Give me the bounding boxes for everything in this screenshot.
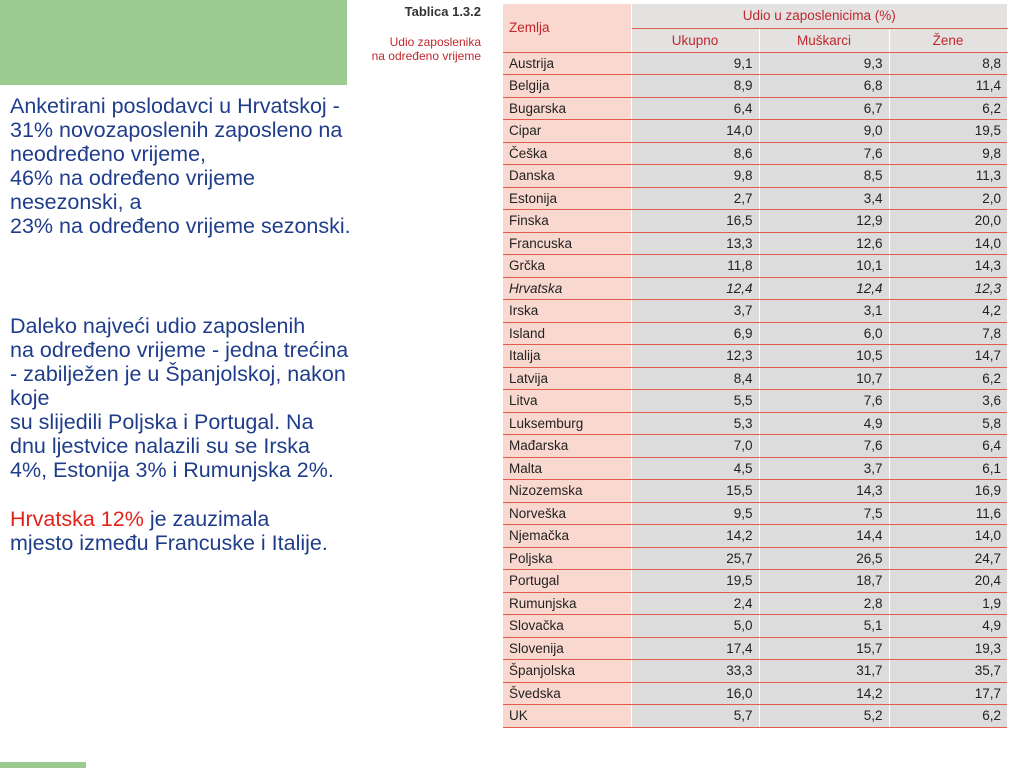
cell-total: 8,4 [631,367,759,390]
cell-total: 2,4 [631,592,759,615]
paragraph-survey [10,94,492,238]
cell-women: 24,7 [889,547,1007,570]
cell-total: 19,5 [631,570,759,593]
cell-men: 5,2 [759,705,889,728]
body-text [10,94,492,555]
cell-women: 17,7 [889,682,1007,705]
text-line: mjesto između Francuske i Italije. [10,531,328,555]
table-row [503,345,1007,368]
cell-country: Bugarska [503,97,631,120]
text-line: neodređeno vrijeme, [10,142,207,166]
cell-country: UK [503,705,631,728]
text-line: na određeno vrijeme - jedna trećina [10,338,349,362]
text-line: 31% novozaposlenih zaposleno na [10,118,343,142]
cell-women: 7,8 [889,322,1007,345]
cell-men: 4,9 [759,412,889,435]
cell-men: 8,5 [759,165,889,188]
cell-country: Grčka [503,255,631,278]
column-header-men: Muškarci [759,28,889,52]
table-row [503,52,1007,75]
decorative-green-strip [0,762,86,768]
table-row [503,412,1007,435]
text-line: Anketirani poslodavci u Hrvatskoj - [10,94,340,118]
cell-men: 7,6 [759,390,889,413]
column-header-women: Žene [889,28,1007,52]
text-line: 4%, Estonija 3% i Rumunjska 2%. [10,458,334,482]
cell-total: 4,5 [631,457,759,480]
cell-men: 18,7 [759,570,889,593]
table-row [503,210,1007,233]
table-body [503,52,1007,727]
cell-country: Island [503,322,631,345]
cell-women: 1,9 [889,592,1007,615]
table-row [503,367,1007,390]
cell-men: 10,5 [759,345,889,368]
cell-country: Češka [503,142,631,165]
cell-men: 7,6 [759,142,889,165]
cell-men: 3,7 [759,457,889,480]
table-title-line-2: na određeno vrijeme [371,49,481,63]
cell-country: Francuska [503,232,631,255]
cell-men: 14,2 [759,682,889,705]
cell-total: 7,0 [631,435,759,458]
cell-total: 9,1 [631,52,759,75]
table-row [503,480,1007,503]
cell-men: 7,5 [759,502,889,525]
cell-men: 9,3 [759,52,889,75]
cell-women: 6,2 [889,97,1007,120]
cell-country: Austrija [503,52,631,75]
cell-women: 6,4 [889,435,1007,458]
cell-country: Cipar [503,120,631,143]
table-row [503,592,1007,615]
table-row [503,547,1007,570]
cell-country: Estonija [503,187,631,210]
column-header-total: Ukupno [631,28,759,52]
cell-women: 3,6 [889,390,1007,413]
cell-women: 14,7 [889,345,1007,368]
cell-country: Norveška [503,502,631,525]
cell-country: Slovenija [503,637,631,660]
cell-country: Švedska [503,682,631,705]
cell-women: 4,2 [889,300,1007,323]
cell-country: Litva [503,390,631,413]
decorative-green-block [0,0,347,85]
cell-country: Irska [503,300,631,323]
table-row [503,277,1007,300]
cell-total: 13,3 [631,232,759,255]
cell-women: 6,2 [889,367,1007,390]
cell-women: 9,8 [889,142,1007,165]
table-row [503,705,1007,728]
cell-total: 9,5 [631,502,759,525]
cell-country: Mađarska [503,435,631,458]
table-row [503,142,1007,165]
text-line [10,507,492,531]
employment-share-table [503,4,1008,728]
table-row [503,120,1007,143]
cell-total: 6,4 [631,97,759,120]
cell-country: Nizozemska [503,480,631,503]
croatia-highlight: Hrvatska 12% [10,507,144,531]
table-row [503,435,1007,458]
cell-total: 2,7 [631,187,759,210]
cell-total: 17,4 [631,637,759,660]
cell-total: 16,0 [631,682,759,705]
cell-men: 12,4 [759,277,889,300]
table-number: Tablica 1.3.2 [404,4,481,19]
column-header-country: Zemlja [503,4,631,52]
text-line: 46% na određeno vrijeme [10,166,256,190]
cell-women: 5,8 [889,412,1007,435]
table-row [503,637,1007,660]
cell-country: Luksemburg [503,412,631,435]
cell-country: Portugal [503,570,631,593]
cell-country: Slovačka [503,615,631,638]
cell-men: 14,4 [759,525,889,548]
table-row [503,615,1007,638]
table-row [503,255,1007,278]
cell-women: 35,7 [889,660,1007,683]
cell-men: 31,7 [759,660,889,683]
text-line: - zabilježen je u Španjolskoj, nakon [10,362,346,386]
text-line: nesezonski, a [10,190,142,214]
cell-women: 6,1 [889,457,1007,480]
cell-men: 10,7 [759,367,889,390]
cell-women: 14,3 [889,255,1007,278]
cell-women: 19,3 [889,637,1007,660]
table-row [503,165,1007,188]
table-row [503,570,1007,593]
cell-women: 11,4 [889,75,1007,98]
cell-men: 2,8 [759,592,889,615]
cell-total: 9,8 [631,165,759,188]
cell-country: Belgija [503,75,631,98]
cell-men: 3,1 [759,300,889,323]
cell-men: 6,8 [759,75,889,98]
table-row [503,232,1007,255]
cell-total: 6,9 [631,322,759,345]
cell-total: 8,9 [631,75,759,98]
cell-men: 5,1 [759,615,889,638]
cell-total: 12,4 [631,277,759,300]
cell-total: 11,8 [631,255,759,278]
table-row [503,187,1007,210]
group-header: Udio u zaposlenicima (%) [631,4,1007,28]
cell-country: Rumunjska [503,592,631,615]
table-caption [372,4,481,63]
table-row [503,75,1007,98]
table-row [503,660,1007,683]
cell-women: 20,4 [889,570,1007,593]
table-row [503,502,1007,525]
cell-women: 11,3 [889,165,1007,188]
table-row [503,682,1007,705]
cell-total: 14,0 [631,120,759,143]
table-row [503,300,1007,323]
cell-country: Španjolska [503,660,631,683]
table-row [503,390,1007,413]
cell-total: 5,7 [631,705,759,728]
table-row [503,97,1007,120]
cell-total: 3,7 [631,300,759,323]
cell-total: 16,5 [631,210,759,233]
cell-women: 6,2 [889,705,1007,728]
cell-men: 12,6 [759,232,889,255]
text-line: Daleko najveći udio zaposlenih [10,314,306,338]
cell-women: 4,9 [889,615,1007,638]
cell-men: 3,4 [759,187,889,210]
cell-total: 5,5 [631,390,759,413]
cell-women: 14,0 [889,525,1007,548]
paragraph-ranking [10,314,492,482]
cell-total: 14,2 [631,525,759,548]
cell-men: 12,9 [759,210,889,233]
cell-total: 12,3 [631,345,759,368]
table-row [503,457,1007,480]
cell-men: 6,0 [759,322,889,345]
cell-country: Malta [503,457,631,480]
text-line: koje [10,386,50,410]
cell-total: 25,7 [631,547,759,570]
cell-total: 8,6 [631,142,759,165]
table-row [503,525,1007,548]
cell-men: 7,6 [759,435,889,458]
cell-total: 5,0 [631,615,759,638]
text-span: je zauzimala [143,507,270,531]
cell-women: 11,6 [889,502,1007,525]
cell-country: Latvija [503,367,631,390]
table-title-line-1: Udio zaposlenika [389,35,481,49]
cell-men: 10,1 [759,255,889,278]
cell-country: Finska [503,210,631,233]
cell-women: 16,9 [889,480,1007,503]
cell-women: 19,5 [889,120,1007,143]
text-line: 23% na određeno vrijeme sezonski. [10,214,351,238]
cell-total: 33,3 [631,660,759,683]
cell-country: Danska [503,165,631,188]
cell-women: 2,0 [889,187,1007,210]
cell-country: Njemačka [503,525,631,548]
cell-total: 15,5 [631,480,759,503]
text-line: dnu ljestvice nalazili su se Irska [10,434,310,458]
cell-country: Hrvatska [503,277,631,300]
cell-men: 6,7 [759,97,889,120]
cell-women: 14,0 [889,232,1007,255]
cell-women: 12,3 [889,277,1007,300]
cell-total: 5,3 [631,412,759,435]
cell-men: 14,3 [759,480,889,503]
cell-country: Italija [503,345,631,368]
cell-men: 26,5 [759,547,889,570]
cell-country: Poljska [503,547,631,570]
paragraph-croatia [10,507,492,555]
cell-women: 20,0 [889,210,1007,233]
text-line: su slijedili Poljska i Portugal. Na [10,410,314,434]
cell-men: 15,7 [759,637,889,660]
cell-men: 9,0 [759,120,889,143]
table-row [503,322,1007,345]
cell-women: 8,8 [889,52,1007,75]
